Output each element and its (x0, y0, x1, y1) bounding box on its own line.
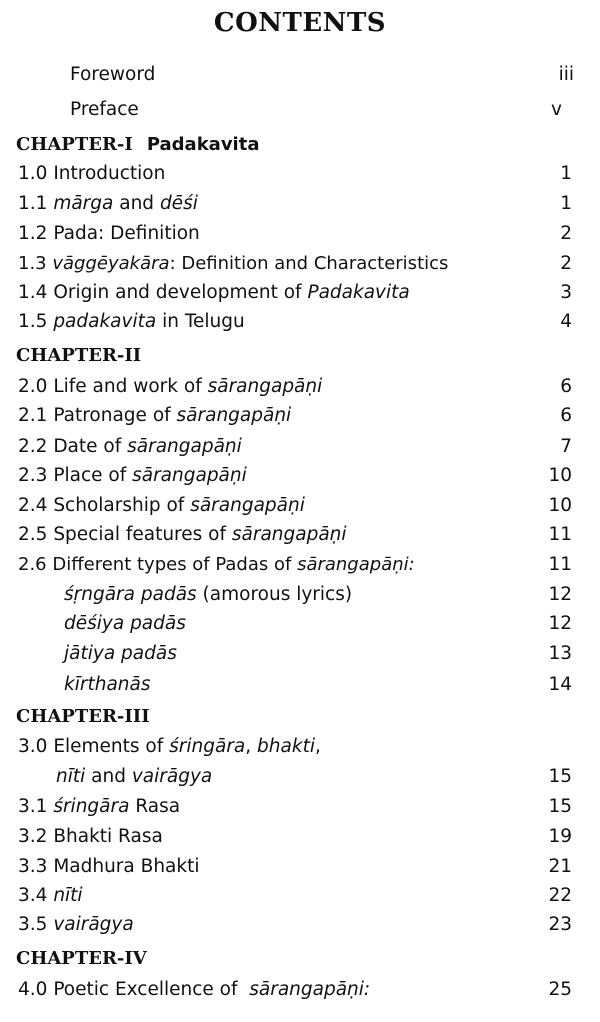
entry-page: 4 (560, 311, 572, 332)
chapter-label: CHAPTER-IV (16, 948, 147, 969)
entry-page: 23 (548, 914, 572, 935)
entry-number: 2.2 (18, 436, 48, 457)
entry-number: 1.4 (18, 282, 48, 303)
entry-page: iii (558, 64, 574, 85)
toc-entry (0, 432, 600, 462)
entry-page: 6 (560, 405, 572, 426)
toc-entry (0, 219, 600, 249)
entry-number: 1.1 (18, 193, 48, 214)
entry-title: (amorous lyrics) (196, 584, 353, 605)
entry-title: Life and work of (53, 376, 208, 397)
entry-page: 15 (548, 796, 572, 817)
entry-number: 2.4 (18, 495, 48, 516)
page-title: CONTENTS (213, 8, 387, 38)
entry-title: Preface (70, 99, 139, 120)
entry-page: 2 (560, 253, 572, 274)
toc-subentry (0, 670, 600, 700)
entry-title: Introduction (53, 163, 166, 184)
entry-page: 1 (560, 193, 572, 214)
entry-title-italic: sārangapāṇi (207, 376, 323, 397)
entry-title: Elements of (53, 736, 170, 757)
entry-number: 2.3 (18, 465, 48, 486)
toc-entry (0, 792, 600, 822)
chapter-label: CHAPTER-I (16, 134, 133, 155)
chapter-heading-2 (0, 341, 600, 371)
toc-subentry (0, 609, 600, 639)
entry-title: Special features of (53, 524, 232, 545)
chapter-label: CHAPTER-III (16, 706, 150, 727)
entry-title-italic: sārangapāṇi (176, 405, 292, 426)
entry-title: Rasa (129, 796, 181, 817)
toc-entry (0, 491, 600, 521)
toc-entry-preface (0, 95, 600, 125)
entry-title: Bhakti Rasa (53, 826, 163, 847)
entry-number: 2.6 (18, 554, 47, 575)
entry-title: and (113, 193, 160, 214)
entry-number: 1.2 (18, 223, 48, 244)
entry-title-italic: sārangapāṇi (190, 495, 305, 516)
entry-number: 1.0 (18, 163, 48, 184)
toc-entry (0, 189, 600, 219)
toc-entry (0, 910, 600, 940)
chapter-title: Padakavita (146, 134, 260, 155)
toc-entry-foreword (0, 60, 600, 90)
entry-page: 1 (560, 163, 572, 184)
entry-title: Different types of Padas of (52, 554, 298, 575)
entry-title: in Telugu (156, 311, 245, 332)
entry-title-italic: śṛngāra padās (64, 584, 197, 605)
entry-page: 12 (548, 584, 572, 605)
entry-title: Patronage of (53, 405, 177, 426)
entry-title-italic: sārangapāṇi (132, 465, 247, 486)
entry-page: 12 (548, 613, 572, 634)
toc-entry (0, 159, 600, 189)
entry-title-italic: Padakavita (307, 282, 410, 303)
entry-title: Pada: Definition (53, 223, 200, 244)
entry-page: 7 (560, 436, 572, 457)
toc-entry (0, 278, 600, 308)
entry-page: v (551, 99, 562, 120)
entry-number: 4.0 (18, 979, 48, 1000)
toc-subentry (0, 639, 600, 669)
toc-entry (0, 401, 600, 431)
entry-page: 13 (548, 643, 572, 664)
entry-title-italic: nīti (56, 766, 86, 787)
entry-title: Poetic Excellence of (53, 979, 250, 1000)
chapter-heading-4 (0, 944, 600, 974)
entry-number: 3.1 (18, 796, 48, 817)
entry-title-italic: bhakti (257, 736, 315, 757)
entry-title-italic: śringāra (169, 736, 246, 757)
entry-page: 22 (548, 885, 572, 906)
entry-page: 11 (548, 554, 572, 575)
entry-title: Scholarship of (53, 495, 191, 516)
entry-title: , (245, 736, 258, 757)
toc-entry (0, 307, 600, 337)
entry-title: Place of (53, 465, 133, 486)
toc-entry (0, 249, 600, 279)
entry-title-italic: sārangapāṇi: (249, 979, 371, 1000)
entry-number: 2.1 (18, 405, 48, 426)
entry-page: 10 (548, 495, 572, 516)
toc-entry-continuation (0, 762, 600, 792)
entry-number: 3.4 (18, 885, 48, 906)
entry-page: 25 (548, 979, 572, 1000)
chapter-heading-1 (0, 130, 600, 160)
entry-title-italic: sārangapāṇi (231, 524, 347, 545)
entry-number: 3.2 (18, 826, 48, 847)
entry-page: 19 (548, 826, 572, 847)
entry-title-italic: vāggēyakāra (52, 253, 170, 274)
toc-entry-multiline (0, 732, 600, 762)
entry-title-italic: vairāgya (53, 914, 134, 935)
entry-page: 3 (560, 282, 572, 303)
entry-title-italic: dēśi (159, 193, 198, 214)
entry-title: Date of (53, 436, 128, 457)
entry-number: 3.5 (18, 914, 48, 935)
entry-page: 6 (560, 376, 572, 397)
entry-title: , (314, 736, 321, 757)
toc-entry (0, 852, 600, 882)
entry-number: 1.3 (18, 253, 47, 274)
entry-number: 1.5 (18, 311, 48, 332)
chapter-heading-3 (0, 702, 600, 732)
entry-title: Madhura Bhakti (53, 856, 200, 877)
entry-page: 10 (548, 465, 572, 486)
entry-page: 15 (548, 766, 572, 787)
entry-title-italic: śringāra (53, 796, 130, 817)
chapter-label: CHAPTER-II (16, 345, 142, 366)
entry-number: 3.0 (18, 736, 48, 757)
entry-page: 21 (548, 856, 572, 877)
entry-number: 3.3 (18, 856, 48, 877)
entry-title-italic: nīti (53, 885, 83, 906)
entry-title-italic: vairāgya (131, 766, 213, 787)
toc-entry (0, 520, 600, 550)
entry-number: 2.0 (18, 376, 48, 397)
entry-title-italic: sārangapāṇi: (297, 554, 415, 575)
entry-title-italic: sārangapāṇi (127, 436, 242, 457)
entry-number: 2.5 (18, 524, 48, 545)
toc-entry (0, 550, 600, 580)
toc-entry (0, 461, 600, 491)
entry-title-italic: mārga (53, 193, 114, 214)
entry-title: Foreword (70, 64, 156, 85)
toc-entry (0, 881, 600, 911)
entry-page: 11 (548, 524, 572, 545)
toc-entry (0, 372, 600, 402)
toc-subentry (0, 580, 600, 610)
toc-entry (0, 975, 600, 1005)
entry-title-italic: jātiya padās (64, 643, 177, 664)
entry-title: : Definition and Characteristics (169, 253, 449, 274)
entry-title-italic: dēśiya padās (64, 613, 186, 634)
toc-entry (0, 822, 600, 852)
entry-page: 2 (560, 223, 572, 244)
entry-title: and (85, 766, 132, 787)
entry-title-italic: padakavita (53, 311, 157, 332)
entry-title-italic: kīrthanās (64, 674, 151, 695)
entry-page: 14 (548, 674, 572, 695)
entry-title: Origin and development of (53, 282, 308, 303)
